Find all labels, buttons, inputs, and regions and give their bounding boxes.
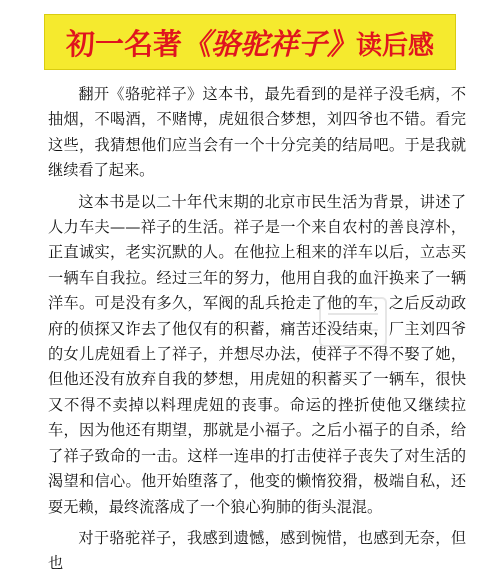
paragraph-reflection: 对于骆驼祥子，我感到遗憾，感到惋惜，也感到无奈，但也 — [48, 528, 466, 573]
title-suffix: 读后感 — [356, 30, 435, 61]
paragraph-summary: 这本书是以二十年代末期的北京市民生活为背景，讲述了人力车夫——祥子的生活。祥子是一个来自农村的善良淳朴，正直诚实，老实沉默的人。在他拉上租来的洋车以后，立志买一辆车自我拉。经过三年的努力，他用自我的血汗换来了一辆洋车。可是没有多久，军阀的乱兵抢走了他的车，之后反动政府的侦探又诈去了他仅有的积蓄，痛苦还没结束，厂主刘四爷的女儿虎妞看上了祥子，并想尽办法，使祥子不得不娶了她，但他还没有放弃自我的梦想，用虎妞的积蓄买了一辆车，很快又不得不卖掉以料理虎妞的丧事。命运的挫折使他又继续拉车，因为他还有期望，那就是小福子。之后小福子的自杀，给了祥子致命的一击。这样一连串的打击使祥子丧失了对生活的渴望和信心。他开始堕落了，他变的懒惰狡猾，极端自私，还耍无赖，最终流落成了一个狼心狗肺的街头混混。 — [48, 192, 466, 516]
paragraph-intro: 翻开《骆驼祥子》这本书，最先看到的是祥子没毛病，不抽烟，不喝酒，不赌博，虎妞很合梦想，刘四爷也不错。看完这些，我猜想他们应当会有一个十分完美的结局吧。于是我就继续看了起来。 — [48, 85, 466, 180]
title-book-name: 《骆驼祥子》 — [181, 26, 356, 61]
page-title — [66, 22, 434, 63]
article-body — [48, 82, 466, 583]
title-banner — [44, 14, 456, 70]
watermark-stamp — [318, 296, 388, 348]
title-prefix: 初一名著 — [65, 26, 182, 61]
